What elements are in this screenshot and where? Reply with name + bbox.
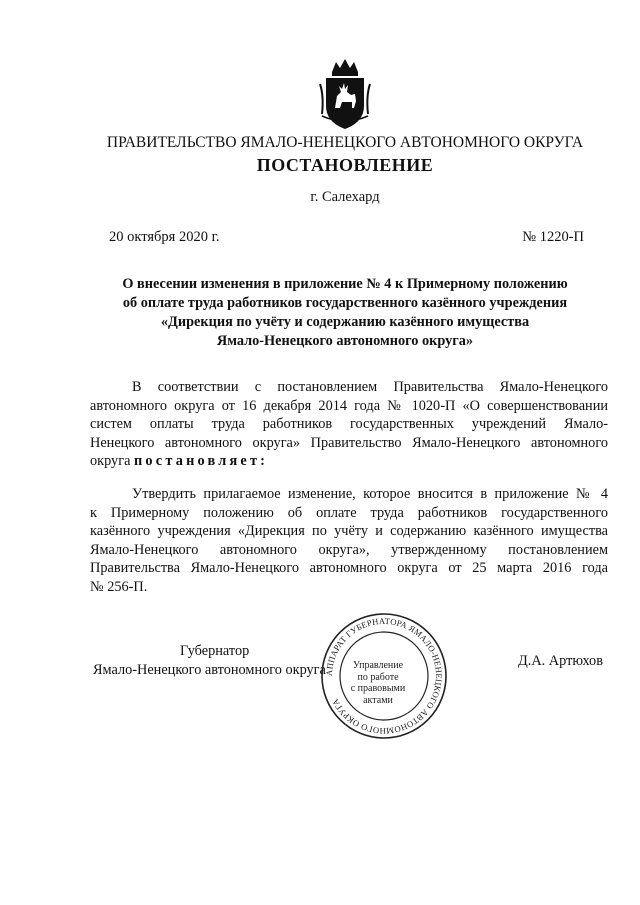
paragraph-line: № 256-П. [90,578,148,595]
stamp-line: по работе [357,671,399,683]
stamp-line: с правовыми [350,683,406,694]
paragraph-line: В соответствии с постановлением Правительства Ямало-Ненецкого [132,379,608,395]
signatory-title: Губернатор [180,643,250,659]
paragraph-line: Утвердить прилагаемое изменение, которое вносится в приложение № 4 [132,486,608,502]
subject-line: О внесении изменения в приложение № 4 к Примерному положению [122,276,568,292]
signatory-name: Д.А. Артюхов [518,653,603,669]
paragraph-line: к Примерному положению об оплате труда работников государственного [90,504,608,521]
document-date: 20 октября 2020 г. [109,229,220,245]
city: г. Салехард [310,189,380,205]
preamble-paragraph [90,378,608,471]
paragraph-line: Ямало-Ненецкого автономного округа», утвержденному постановлением [90,541,608,558]
decree-paragraph [90,485,608,597]
paragraph-line [90,452,608,471]
paragraph-line-prefix: округа [90,453,131,470]
document-subject [100,275,590,351]
paragraph-line: систем оплаты труда работников государственных учреждений Ямало- [90,416,608,433]
paragraph-line: Ненецкого автономного округа» Правительство Ямало-Ненецкого автономного [90,434,608,451]
coat-of-arms-icon [318,56,372,132]
stamp-center-text [344,660,412,706]
signatory-region: Ямало-Ненецкого автономного округа [93,662,326,678]
paragraph-line: казённого учреждения «Дирекция по учёту и содержанию казённого имущества [90,523,608,540]
paragraph-line: Правительства Ямало-Ненецкого автономного округа от 25 марта 2016 года [90,560,608,577]
paragraph-line: автономного округа от 16 декабря 2014 года № 1020-П «О совершенствовании [90,397,608,414]
decree-word: постановляет: [134,453,269,470]
document-number: № 1220-П [522,229,584,245]
stamp-line: Управление [352,660,404,671]
subject-line: об оплате труда работников государственного казённого учреждения [122,295,568,311]
stamp-line: актами [363,694,393,706]
stamp-ring-text: АППАРАТ ГУБЕРНАТОРА ЯМАЛО-НЕНЕЦКОГО АВТОНОМНОГО ОКРУГА [323,615,445,737]
subject-line: «Дирекция по учёту и содержанию казённого имущества [160,314,530,330]
organization-name: ПРАВИТЕЛЬСТВО ЯМАЛО-НЕНЕЦКОГО АВТОНОМНОГО ОКРУГА [106,134,584,151]
subject-line: Ямало-Ненецкого автономного округа» [216,333,474,349]
document-type: ПОСТАНОВЛЕНИЕ [256,155,434,175]
